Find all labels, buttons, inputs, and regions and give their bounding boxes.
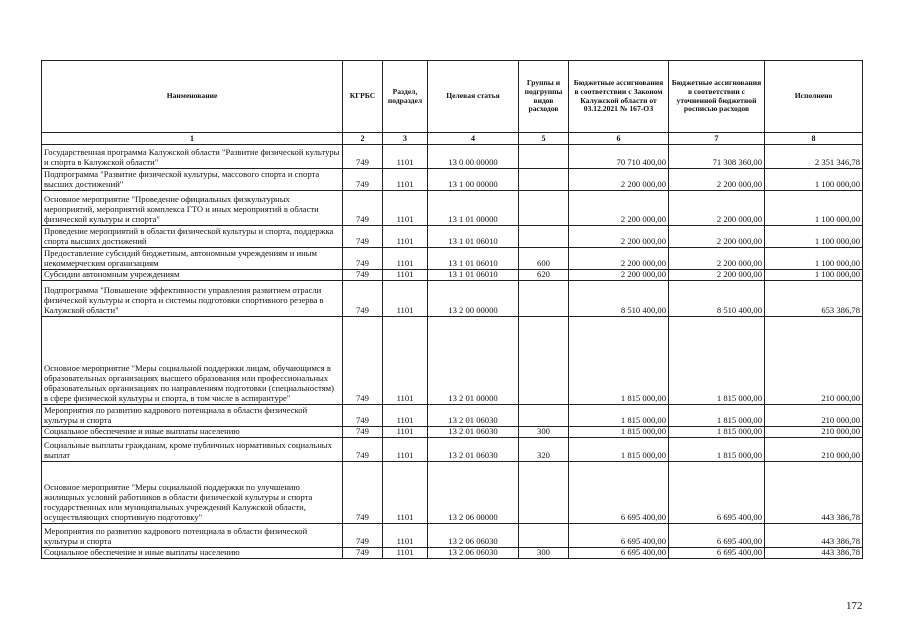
row-target-article: 13 2 01 06030 bbox=[428, 438, 519, 462]
row-kgrbs: 749 bbox=[343, 169, 383, 191]
column-number: 7 bbox=[669, 133, 765, 145]
row-section: 1101 bbox=[383, 427, 428, 438]
header-name: Наименование bbox=[42, 61, 343, 133]
row-section: 1101 bbox=[383, 248, 428, 270]
row-section: 1101 bbox=[383, 524, 428, 548]
row-target-article: 13 1 01 06010 bbox=[428, 270, 519, 281]
header-section: Раздел, подраздел bbox=[383, 61, 428, 133]
table-row bbox=[42, 169, 863, 191]
row-refined-allocation: 1 815 000,00 bbox=[669, 405, 765, 427]
row-executed: 210 000,00 bbox=[765, 405, 863, 427]
row-name: Мероприятия по развитию кадрового потенциала в области физической культуры и спорта bbox=[42, 524, 343, 548]
row-refined-allocation: 1 815 000,00 bbox=[669, 427, 765, 438]
row-executed: 210 000,00 bbox=[765, 427, 863, 438]
row-kgrbs: 749 bbox=[343, 405, 383, 427]
column-number: 5 bbox=[519, 133, 569, 145]
row-name: Мероприятия по развитию кадрового потенциала в области физической культуры и спорта bbox=[42, 405, 343, 427]
table-row bbox=[42, 405, 863, 427]
row-refined-allocation: 6 695 400,00 bbox=[669, 462, 765, 524]
row-executed: 443 386,78 bbox=[765, 524, 863, 548]
row-law-allocation: 8 510 400,00 bbox=[569, 281, 669, 317]
row-name: Подпрограмма "Повышение эффективности управления развитием отрасли физической культуры и спорта и системы подготовки спортивного резерва в Калужской области" bbox=[42, 281, 343, 317]
row-name: Основное мероприятие "Меры социальной поддержки лицам, обучающимся в образовательных организациях высшего образования или профессиональных образовательных организациях по направлениям подготовки (специальностям) в сфере физической культуры и спорта, в том числе в аспирантуре" bbox=[42, 317, 343, 405]
row-kgrbs: 749 bbox=[343, 438, 383, 462]
row-executed: 1 100 000,00 bbox=[765, 191, 863, 226]
table-row bbox=[42, 248, 863, 270]
row-executed: 443 386,78 bbox=[765, 548, 863, 559]
row-target-article: 13 1 01 00000 bbox=[428, 191, 519, 226]
row-executed: 1 100 000,00 bbox=[765, 248, 863, 270]
row-law-allocation: 1 815 000,00 bbox=[569, 438, 669, 462]
row-name: Государственная программа Калужской области "Развитие физической культуры и спорта в Калужской области" bbox=[42, 145, 343, 169]
row-expense-group bbox=[519, 226, 569, 248]
table-row bbox=[42, 226, 863, 248]
row-kgrbs: 749 bbox=[343, 317, 383, 405]
row-refined-allocation: 2 200 000,00 bbox=[669, 191, 765, 226]
row-section: 1101 bbox=[383, 405, 428, 427]
row-law-allocation: 6 695 400,00 bbox=[569, 462, 669, 524]
row-refined-allocation: 1 815 000,00 bbox=[669, 317, 765, 405]
row-expense-group bbox=[519, 462, 569, 524]
row-kgrbs: 749 bbox=[343, 270, 383, 281]
row-expense-group: 620 bbox=[519, 270, 569, 281]
row-section: 1101 bbox=[383, 462, 428, 524]
column-number: 6 bbox=[569, 133, 669, 145]
row-name: Подпрограмма "Развитие физической культуры, массового спорта и спорта высших достижений" bbox=[42, 169, 343, 191]
row-target-article: 13 2 01 06030 bbox=[428, 427, 519, 438]
column-number: 1 bbox=[42, 133, 343, 145]
table-row bbox=[42, 145, 863, 169]
row-refined-allocation: 2 200 000,00 bbox=[669, 270, 765, 281]
row-refined-allocation: 2 200 000,00 bbox=[669, 226, 765, 248]
row-section: 1101 bbox=[383, 548, 428, 559]
row-executed: 1 100 000,00 bbox=[765, 270, 863, 281]
header-kgrbs: КГРБС bbox=[343, 61, 383, 133]
row-target-article: 13 2 06 06030 bbox=[428, 524, 519, 548]
row-expense-group: 300 bbox=[519, 427, 569, 438]
row-target-article: 13 2 06 06030 bbox=[428, 548, 519, 559]
row-expense-group bbox=[519, 317, 569, 405]
row-executed: 210 000,00 bbox=[765, 438, 863, 462]
header-row bbox=[42, 61, 863, 133]
row-law-allocation: 2 200 000,00 bbox=[569, 169, 669, 191]
row-target-article: 13 1 00 00000 bbox=[428, 169, 519, 191]
row-kgrbs: 749 bbox=[343, 462, 383, 524]
row-refined-allocation: 2 200 000,00 bbox=[669, 169, 765, 191]
row-refined-allocation: 6 695 400,00 bbox=[669, 548, 765, 559]
row-executed: 210 000,00 bbox=[765, 317, 863, 405]
row-target-article: 13 1 01 06010 bbox=[428, 248, 519, 270]
row-executed: 2 351 346,78 bbox=[765, 145, 863, 169]
row-section: 1101 bbox=[383, 191, 428, 226]
row-law-allocation: 2 200 000,00 bbox=[569, 191, 669, 226]
row-kgrbs: 749 bbox=[343, 248, 383, 270]
header-target: Целевая статья bbox=[428, 61, 519, 133]
row-executed: 1 100 000,00 bbox=[765, 226, 863, 248]
budget-table bbox=[41, 60, 863, 559]
row-target-article: 13 2 01 00000 bbox=[428, 317, 519, 405]
table-row bbox=[42, 548, 863, 559]
row-expense-group bbox=[519, 191, 569, 226]
row-expense-group bbox=[519, 145, 569, 169]
row-section: 1101 bbox=[383, 317, 428, 405]
row-target-article: 13 2 00 00000 bbox=[428, 281, 519, 317]
table-row bbox=[42, 317, 863, 405]
row-law-allocation: 6 695 400,00 bbox=[569, 548, 669, 559]
row-refined-allocation: 2 200 000,00 bbox=[669, 248, 765, 270]
row-target-article: 13 2 01 06030 bbox=[428, 405, 519, 427]
row-expense-group: 300 bbox=[519, 548, 569, 559]
row-refined-allocation: 6 695 400,00 bbox=[669, 524, 765, 548]
column-number: 8 bbox=[765, 133, 863, 145]
row-law-allocation: 70 710 400,00 bbox=[569, 145, 669, 169]
row-target-article: 13 0 00 00000 bbox=[428, 145, 519, 169]
row-kgrbs: 749 bbox=[343, 191, 383, 226]
row-section: 1101 bbox=[383, 438, 428, 462]
row-kgrbs: 749 bbox=[343, 226, 383, 248]
column-number: 2 bbox=[343, 133, 383, 145]
row-kgrbs: 749 bbox=[343, 281, 383, 317]
table-row bbox=[42, 427, 863, 438]
row-kgrbs: 749 bbox=[343, 524, 383, 548]
table-body bbox=[42, 145, 863, 559]
row-refined-allocation: 8 510 400,00 bbox=[669, 281, 765, 317]
row-name: Проведение мероприятий в области физической культуры и спорта, поддержка спорта высших достижений bbox=[42, 226, 343, 248]
row-expense-group bbox=[519, 524, 569, 548]
row-name: Основное мероприятие "Проведение официальных физкультурных мероприятий, мероприятий комплекса ГТО и иных мероприятий в области физической культуры и спорта" bbox=[42, 191, 343, 226]
table-row bbox=[42, 462, 863, 524]
row-refined-allocation: 71 308 360,00 bbox=[669, 145, 765, 169]
row-kgrbs: 749 bbox=[343, 145, 383, 169]
row-expense-group bbox=[519, 169, 569, 191]
row-name: Субсидии автономным учреждениям bbox=[42, 270, 343, 281]
row-expense-group bbox=[519, 281, 569, 317]
header-law-allocation: Бюджетные ассигнования в соответствии с Законом Калужской области от 03.12.2021 № 167-ОЗ bbox=[569, 61, 669, 133]
row-name: Основное мероприятие "Меры социальной поддержки по улучшению жилищных условий работников в области физической культуры и спорта государственных или муниципальных учреждений Калужской области, осуществляющих спортивную подготовку" bbox=[42, 462, 343, 524]
table-row bbox=[42, 270, 863, 281]
table-header bbox=[42, 61, 863, 145]
column-number: 3 bbox=[383, 133, 428, 145]
row-kgrbs: 749 bbox=[343, 427, 383, 438]
row-law-allocation: 2 200 000,00 bbox=[569, 270, 669, 281]
row-name: Социальное обеспечение и иные выплаты населению bbox=[42, 548, 343, 559]
row-kgrbs: 749 bbox=[343, 548, 383, 559]
row-executed: 1 100 000,00 bbox=[765, 169, 863, 191]
row-name: Социальное обеспечение и иные выплаты населению bbox=[42, 427, 343, 438]
header-executed: Исполнено bbox=[765, 61, 863, 133]
row-refined-allocation: 1 815 000,00 bbox=[669, 438, 765, 462]
row-expense-group bbox=[519, 405, 569, 427]
row-expense-group: 600 bbox=[519, 248, 569, 270]
row-executed: 443 386,78 bbox=[765, 462, 863, 524]
row-section: 1101 bbox=[383, 169, 428, 191]
table-row bbox=[42, 438, 863, 462]
row-target-article: 13 2 06 00000 bbox=[428, 462, 519, 524]
row-law-allocation: 2 200 000,00 bbox=[569, 226, 669, 248]
row-section: 1101 bbox=[383, 281, 428, 317]
row-section: 1101 bbox=[383, 226, 428, 248]
column-number: 4 bbox=[428, 133, 519, 145]
row-name: Социальные выплаты гражданам, кроме публичных нормативных социальных выплат bbox=[42, 438, 343, 462]
column-number-row bbox=[42, 133, 863, 145]
row-law-allocation: 1 815 000,00 bbox=[569, 317, 669, 405]
header-groups: Группы и подгруппы видов расходов bbox=[519, 61, 569, 133]
table-row bbox=[42, 191, 863, 226]
table-row bbox=[42, 524, 863, 548]
row-law-allocation: 6 695 400,00 bbox=[569, 524, 669, 548]
row-executed: 653 386,78 bbox=[765, 281, 863, 317]
page-number: 172 bbox=[846, 600, 863, 612]
row-law-allocation: 1 815 000,00 bbox=[569, 427, 669, 438]
row-law-allocation: 1 815 000,00 bbox=[569, 405, 669, 427]
row-name: Предоставление субсидий бюджетным, автономным учреждениям и иным некоммерческим организациям bbox=[42, 248, 343, 270]
row-section: 1101 bbox=[383, 270, 428, 281]
header-refined-allocation: Бюджетные ассигнования в соответствии с уточненной бюджетной росписью расходов bbox=[669, 61, 765, 133]
row-law-allocation: 2 200 000,00 bbox=[569, 248, 669, 270]
row-expense-group: 320 bbox=[519, 438, 569, 462]
row-section: 1101 bbox=[383, 145, 428, 169]
table-row bbox=[42, 281, 863, 317]
row-target-article: 13 1 01 06010 bbox=[428, 226, 519, 248]
